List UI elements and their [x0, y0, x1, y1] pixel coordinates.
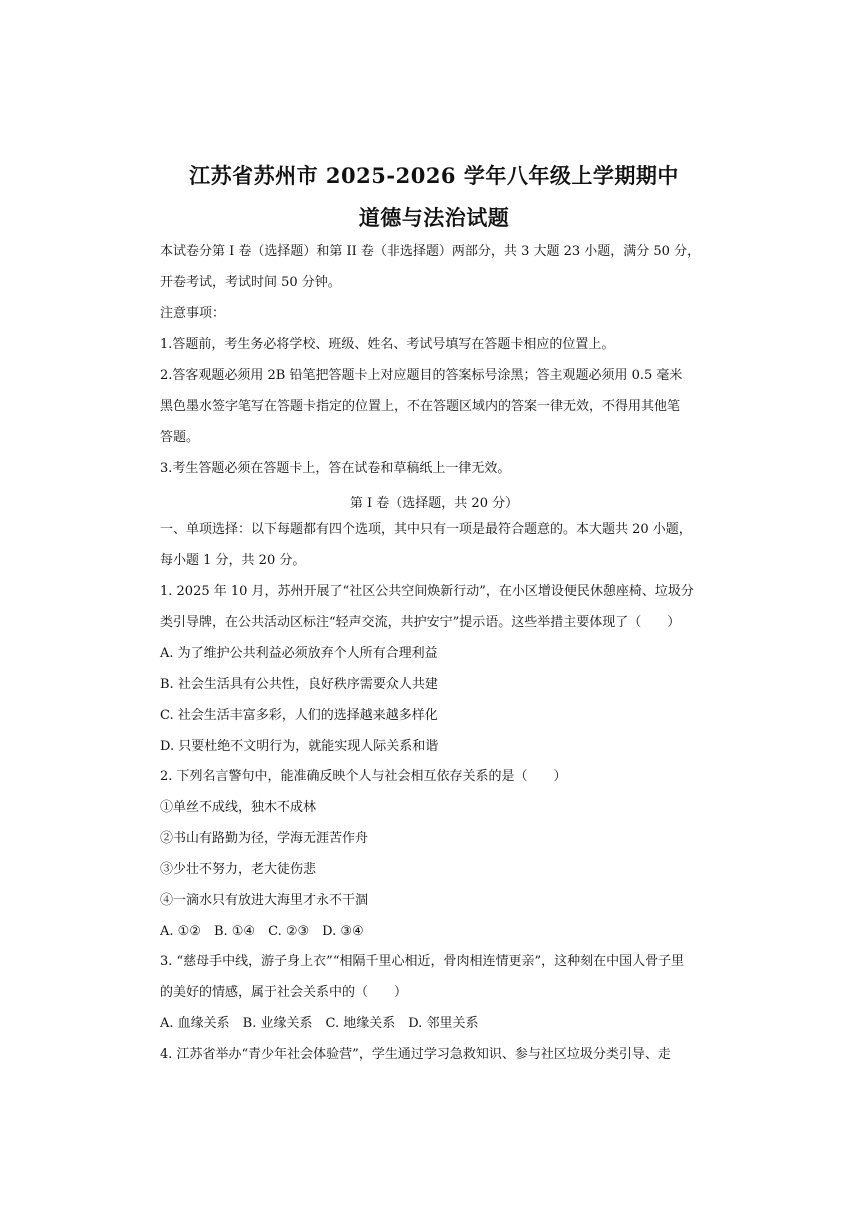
notice-item: 3.考生答题必须在答题卡上，答在试卷和草稿纸上一律无效。: [160, 461, 511, 476]
answer-options: A. ①② B. ①④ C. ②③ D. ③④: [160, 924, 364, 939]
exam-subtitle: 道德与法治试题: [358, 205, 510, 230]
statement-item: ③少壮不努力，老大徒伤悲: [160, 862, 317, 877]
notice-item: 黑色墨水签字笔写在答题卡指定的位置上，不在答题区域内的答案一律无效，不得用其他笔: [160, 399, 681, 414]
notice-item: 答题。: [160, 430, 200, 445]
notice-heading: 注意事项：: [160, 306, 226, 321]
question-stem: 4. 江苏省举办“青少年社会体验营”，学生通过学习急救知识、参与社区垃圾分类引导、走: [160, 1047, 671, 1062]
answer-option: B. 社会生活具有公共性，良好秩序需要众人共建: [160, 677, 438, 692]
statement-item: ②书山有路勤为径，学海无涯苦作舟: [160, 831, 369, 846]
question-stem: 3. “慈母手中线，游子身上衣”“相隔千里心相近，骨肉相连情更亲”，这种刻在中国人骨子里: [160, 954, 685, 969]
answer-option: C. 社会生活丰富多彩，人们的选择越来越多样化: [160, 708, 438, 723]
answer-option: D. 只要杜绝不文明行为，就能实现人际关系和谐: [160, 739, 439, 754]
question-stem: 类引导牌，在公共活动区标注“轻声交流，共护安宁”提示语。这些举措主要体现了（ ）: [160, 615, 681, 630]
part1-instruction: 每小题 1 分，共 20 分。: [160, 553, 306, 568]
intro-line: 开卷考试，考试时间 50 分钟。: [160, 275, 341, 290]
part1-heading: 第 I 卷（选择题，共 20 分）: [349, 496, 519, 511]
statement-item: ④一滴水只有放进大海里才永不干涸: [160, 893, 369, 908]
answer-option: A. 为了维护公共利益必须放弃个人所有合理利益: [160, 646, 438, 661]
answer-options: A. 血缘关系 B. 业缘关系 C. 地缘关系 D. 邻里关系: [160, 1016, 479, 1031]
exam-title: 江苏省苏州市 2025-2026 学年八年级上学期期中: [189, 163, 679, 188]
notice-item: 1.答题前，考生务必将学校、班级、姓名、考试号填写在答题卡相应的位置上。: [160, 337, 615, 352]
question-stem: 的美好的情感，属于社会关系中的（ ）: [160, 985, 408, 1000]
statement-item: ①单丝不成线，独木不成林: [160, 800, 317, 815]
intro-line: 本试卷分第 I 卷（选择题）和第 II 卷（非选择题）两部分，共 3 大题 23 小题，满分 50 分，: [160, 244, 701, 259]
part1-instruction: 一、单项选择：以下每题都有四个选项，其中只有一项是最符合题意的。本大题共 20 小题，: [160, 522, 692, 537]
notice-item: 2.答客观题必须用 2B 铅笔把答题卡上对应题目的答案标号涂黑；答主观题必须用 0.5 毫米: [160, 368, 683, 383]
question-stem: 1. 2025 年 10 月，苏州开展了“社区公共空间焕新行动”，在小区增设便民休憩座椅、垃圾分: [160, 584, 694, 599]
question-stem: 2. 下列名言警句中，能准确反映个人与社会相互依存关系的是（ ）: [160, 769, 567, 784]
